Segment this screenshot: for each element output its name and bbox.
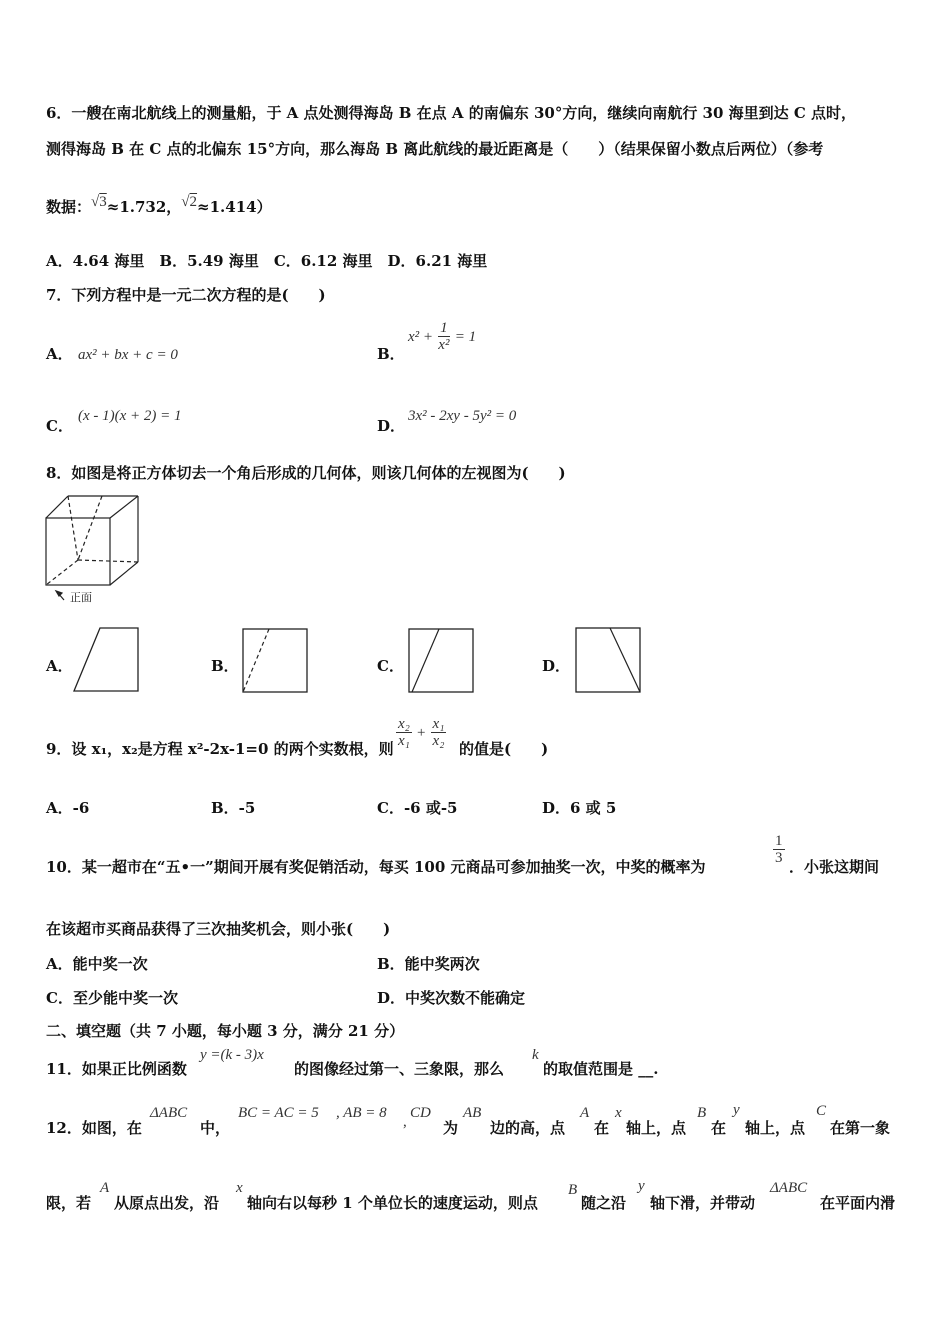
q12-l2f: 在平面内滑 xyxy=(820,1194,896,1212)
q12-p2: 中， xyxy=(200,1119,231,1137)
q12-triangle: ΔABC xyxy=(150,1105,188,1121)
q12-eq2: , AB = 8 xyxy=(336,1105,387,1121)
q7-stem: 7．下列方程中是一元二次方程的是( ) xyxy=(46,286,326,304)
q8-option-d-figure xyxy=(574,627,644,694)
q12-y: y xyxy=(733,1102,740,1118)
sqrt-icon: √2 xyxy=(181,194,198,210)
q10-option-c: C．至少能中奖一次 xyxy=(46,989,178,1007)
q8-option-b-label: B． xyxy=(211,657,239,675)
q6-reference-data xyxy=(46,194,272,217)
q12-l2e: 轴下滑，并带动 xyxy=(650,1194,756,1212)
q9-fraction-expr: $\frac{\text{x₂}}{\text{x₁}}$ + $\frac{\text{x₁}}{\text{x₂}}$ xyxy=(398,716,445,749)
q10-line1-end: ．小张这期间 xyxy=(789,858,880,876)
q12-p9: 在第一象 xyxy=(830,1119,891,1137)
q7-option-b-expr: x² + $\frac{1}{\text{x²}}$ = 1 xyxy=(408,320,477,353)
q12-l2B: B xyxy=(568,1182,578,1198)
q12-comma: , xyxy=(403,1114,407,1130)
q12-l2A: A xyxy=(100,1180,110,1196)
q8-option-c-label: C． xyxy=(377,657,404,675)
q12-p4: 边的高，点 xyxy=(490,1119,566,1137)
q10-option-b: B．能中奖两次 xyxy=(377,955,480,973)
q12-l2x: x xyxy=(236,1180,243,1196)
q12-p6: 轴上，点 xyxy=(626,1119,687,1137)
q12-p3: 为 xyxy=(443,1119,459,1137)
q12-p8: 轴上，点 xyxy=(745,1119,806,1137)
q9-option-d: D．6 或 5 xyxy=(542,799,617,817)
q12-l2c: 轴向右以每秒 1 个单位长的速度运动，则点 xyxy=(247,1194,538,1212)
q12-l2a: 限，若 xyxy=(46,1194,92,1212)
q7-option-c-label: C． xyxy=(46,417,73,435)
q8-option-d-label: D． xyxy=(542,657,571,675)
q12-l2b: 从原点出发，沿 xyxy=(114,1194,220,1212)
q10-line2: 在该超市买商品获得了三次抽奖机会，则小张( ) xyxy=(46,920,391,938)
cube-front-face xyxy=(46,518,110,585)
q7-option-c-expr: (x - 1)(x + 2) = 1 xyxy=(78,408,182,424)
q9-suffix: 的值是( ) xyxy=(459,740,549,758)
q10-line1: 10．某一超市在“五•一”期间开展有奖促销活动，每买 100 元商品可参加抽奖一次，中奖的概率为 xyxy=(46,858,706,876)
q12-l2d: 随之沿 xyxy=(581,1194,627,1212)
q12-B: B xyxy=(697,1105,707,1121)
q12-p1: 12．如图，在 xyxy=(46,1119,142,1137)
q9-option-b: B．-5 xyxy=(211,799,256,817)
section2-heading: 二、填空题（共 7 小题，每小题 3 分，满分 21 分） xyxy=(46,1022,405,1040)
q9-option-a: A．-6 xyxy=(46,799,90,817)
q12-p5: 在 xyxy=(594,1119,610,1137)
q7-option-d-label: D． xyxy=(377,417,406,435)
q6-approx3: ≈1.732， xyxy=(106,198,182,216)
q11-prefix: 11．如果正比例函数 xyxy=(46,1060,187,1078)
q10-option-d: D．中奖次数不能确定 xyxy=(377,989,526,1007)
q11-k: k xyxy=(532,1047,539,1063)
front-label: 正面 xyxy=(70,591,92,604)
q12-x: x xyxy=(615,1105,622,1121)
q7-option-b-label: B． xyxy=(377,345,405,363)
q12-eq1: BC = AC = 5 xyxy=(238,1105,319,1121)
cube-figure xyxy=(40,490,150,605)
q12-p7: 在 xyxy=(711,1119,727,1137)
q11-middle: 的图像经过第一、三象限，那么 xyxy=(294,1060,505,1078)
q6-options: A．4.64 海里 B．5.49 海里 C．6.12 海里 D．6.21 海里 xyxy=(46,252,488,270)
q9-option-c: C．-6 或-5 xyxy=(377,799,458,817)
q12-A: A xyxy=(580,1105,590,1121)
q12-cd: CD xyxy=(410,1105,431,1121)
q12-l2y: y xyxy=(638,1178,645,1194)
q7-option-a-expr: ax² + bx + c = 0 xyxy=(78,347,178,363)
q8-stem: 8．如图是将正方体切去一个角后形成的几何体，则该几何体的左视图为( ) xyxy=(46,464,566,482)
q10-option-a: A．能中奖一次 xyxy=(46,955,148,973)
q12-l2tri: ΔABC xyxy=(770,1180,808,1196)
q12-C: C xyxy=(816,1103,827,1119)
q7-option-a-label: A． xyxy=(46,345,73,363)
q8-option-a-label: A． xyxy=(46,657,73,675)
sqrt-icon: √3 xyxy=(91,194,107,210)
q9-prefix: 9．设 x₁，x₂是方程 x²-2x-1=0 的两个实数根，则 xyxy=(46,740,394,758)
q6-ref-prefix: 数据： xyxy=(46,198,92,216)
q8-option-a-figure xyxy=(72,627,140,693)
q11-expr: y =(k - 3)x xyxy=(200,1047,264,1063)
q7-option-d-expr: 3x² - 2xy - 5y² = 0 xyxy=(408,408,517,424)
q11-suffix: 的取值范围是 __. xyxy=(543,1060,659,1078)
q8-option-b-figure xyxy=(241,628,309,694)
q6-line1: 6．一艘在南北航线上的测量船，于 A 点处测得海岛 B 在点 A 的南偏东 30°方向，继续向南航行 30 海里到达 C 点时， xyxy=(46,104,857,122)
q8-option-c-figure xyxy=(407,628,475,694)
q6-approx2: ≈1.414） xyxy=(197,198,272,216)
q12-ab: AB xyxy=(463,1105,482,1121)
q6-line2: 测得海岛 B 在 C 点的北偏东 15°方向，那么海岛 B 离此航线的最近距离是（ ）（结果保留小数点后两位）（参考 xyxy=(46,140,824,158)
q10-probability: $\frac{1}{3}$ xyxy=(775,833,783,866)
